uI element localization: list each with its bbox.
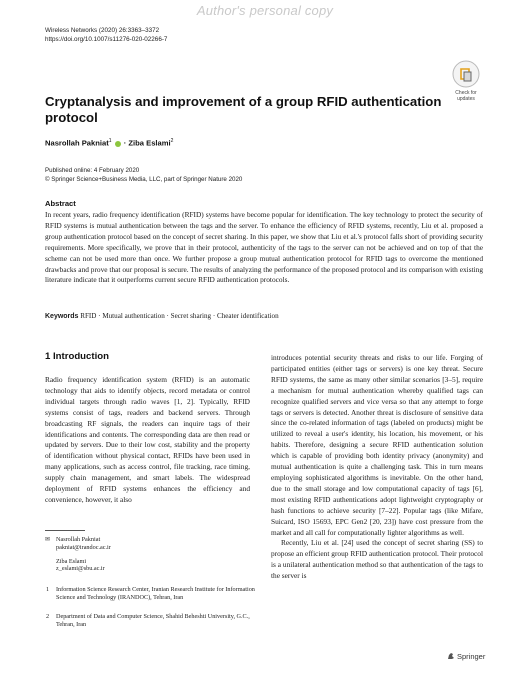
springer-horse-icon (447, 652, 455, 660)
orcid-icon[interactable] (115, 141, 121, 147)
check-for-updates-icon[interactable] (452, 60, 480, 88)
doi-link[interactable]: https://doi.org/10.1007/s11276-020-02266-7 (45, 36, 168, 43)
paper-title: Cryptanalysis and improvement of a group RFID authentication protocol (45, 94, 442, 125)
published-date: Published online: 4 February 2020 (45, 167, 140, 174)
watermark: Author's personal copy (196, 3, 334, 18)
email[interactable]: pakniat@irandoc.ac.ir (56, 543, 111, 551)
affiliation: 1 Information Science Research Center, Iranian Research Institute for Information Science and Technology (IRANDOC), Tehran, Iran (46, 586, 255, 601)
keywords-heading: Keywords (45, 313, 79, 320)
author-contact: ✉ Nasrollah Pakniat pakniat@irandoc.ac.ir Ziba Eslami z_eslami@sbu.ac.ir (45, 536, 111, 573)
keywords-list: RFID · Mutual authentication · Secret sharing · Cheater identification (80, 312, 279, 320)
left-column (45, 375, 250, 506)
keywords (45, 311, 483, 322)
abstract-text: In recent years, radio frequency identification (RFID) systems have become popular for identification. The key technology to protect the security of RFID systems is mutual authentication between the tags and the server. To enhance the efficiency of RFID systems, recently, Liu et al. proposed a group authentication protocol based on the concept of secret sharing. In this paper, we show that Liu et al.'s protocol falls short of providing security requirements. More specifically, we prove that in their protocol, authenticity of the tags to the server can not be achieved and on top of that the scheme can not be used more than once. We further propose a group mutual authentication protocol for RFID tags to overcome the mentioned drawbacks and prove that our proposal is secure. The results of analyzing the performance of the proposed protocol and its comparison with existing literature indicate that it outperforms current secure RFID authentication protocols. (45, 210, 483, 285)
journal-info (45, 26, 167, 44)
abstract-heading: Abstract (45, 199, 76, 208)
paragraph: Radio frequency identification system (RFID) is an automatic technology that aids to identify objects, record metadata or control individual targets through radio waves [1, 2]. Typically, RFID systems consist of tags, readers and backend servers. Through broadcasting RF signals, the readers can inquire tags of their identifications and contents. The corresponding data are then read or updated by servers. Due to their low cost, stability and the property of identification without physical contact, RFIDs have been used in many applications, such as access control, file tracking, race timing, supply chain management, and smart labels. The widespread deployment of RFID systems enhances the efficiency and convenience, however, it also (45, 375, 250, 504)
email[interactable]: z_eslami@sbu.ac.ir (56, 565, 105, 573)
footnote-rule (45, 530, 85, 531)
paragraph: Recently, Liu et al. [24] used the concept of secret sharing (SS) to propose an efficient group RFID authentication protocol. Their protocol is a unilateral authentication method so that authentication of the tags to the server is (271, 538, 483, 581)
paragraph: introduces potential security threats and risks to our life. Forging of participated entities (either tags or servers) is one key threat. Secure RFID systems, the same as many other similar scenarios [3–5], require a mechanism for mutual authentication whereby qualified tags can recognize qualified servers and vice versa so that any attempt to forge tags or servers is detected. Another threat is disclosure of sensitive data since the co-related information of tags (labeled on products) might be utilized to reveal a user's identity, his location, his movement, or his habits. Therefore, designing a secure RFID authentication solution which is capable of providing both identity privacy (anonymity) and mutual authentication is quite a challenging task. This in turn means employing sophisticated algorithms is inevitable. On the other hand, due to the small storage and low computational capacity of tags [6], most existing RFID authentications adopt lightweight cryptography or hash functions to achieve security [7–22]. Popular tags (like Mifare, Suicard, ISO 15693, EPC Gen2 [20, 23]) have cost pressure from the market and all call for computationally lighter algorithms as well. (271, 353, 483, 537)
section-heading: 1 Introduction (45, 351, 109, 362)
right-column (271, 353, 483, 582)
envelope-icon: ✉ (45, 536, 51, 543)
author-name[interactable]: Nasrollah Pakniat (45, 138, 109, 148)
publisher-logo: Springer (447, 652, 485, 661)
publication-info (45, 166, 242, 184)
author-list: Nasrollah Pakniat$^1$ · Ziba Eslami$^2$ (45, 138, 174, 148)
affiliation: 2 Department of Data and Computer Science, Shahid Beheshti University, G.C., Tehran, Iran (46, 613, 250, 628)
journal-citation: Wireless Networks (2020) 26:3363–3372 (45, 27, 160, 34)
check-for-updates-label: Check for updates (455, 90, 477, 102)
copyright: © Springer Science+Business Media, LLC, part of Springer Nature 2020 (45, 176, 243, 183)
author-name[interactable]: Ziba Eslami (128, 138, 171, 148)
